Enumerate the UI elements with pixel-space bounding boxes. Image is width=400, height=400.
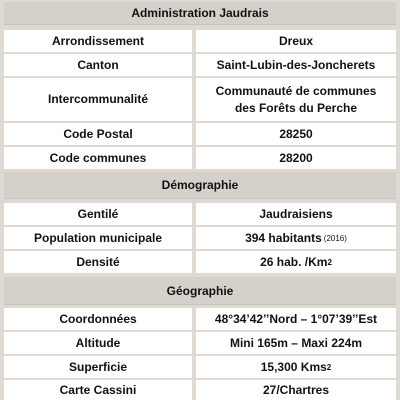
row-label: Intercommunalité xyxy=(4,78,192,121)
area-superscript: 2 xyxy=(326,362,332,372)
row-value: Communauté de communes des Forêts du Perche xyxy=(196,78,396,121)
table-row-code-postal xyxy=(4,123,396,145)
row-value: 28250 xyxy=(196,123,396,145)
section-header-administration xyxy=(4,2,396,25)
area-value: 15,300 Kms xyxy=(260,359,327,374)
table-row-population xyxy=(4,227,396,249)
row-label: Population municipale xyxy=(4,227,192,249)
row-value xyxy=(196,356,396,378)
row-value xyxy=(196,227,396,249)
density-value: 26 hab. /Km xyxy=(260,254,328,269)
row-label: Coordonnées xyxy=(4,308,192,330)
row-label: Superficie xyxy=(4,356,192,378)
section-title: Administration Jaudrais xyxy=(131,6,269,20)
table-row-densite xyxy=(4,251,396,273)
table-row-canton xyxy=(4,54,396,76)
section-header-demographie xyxy=(4,172,396,199)
row-label: Code communes xyxy=(4,147,192,169)
density-superscript: 2 xyxy=(327,257,332,267)
row-value: Saint-Lubin-des-Joncherets xyxy=(196,54,396,76)
row-label: Code Postal xyxy=(4,123,192,145)
row-value xyxy=(196,251,396,273)
section-header-geographie xyxy=(4,277,396,305)
row-label: Canton xyxy=(4,54,192,76)
section-title: Démographie xyxy=(161,178,239,192)
row-value: 48°34’42’’Nord – 1°07’39’’Est xyxy=(196,308,396,330)
row-label: Arrondissement xyxy=(4,30,192,52)
row-label: Carte Cassini xyxy=(4,380,192,400)
population-value: 394 habitants xyxy=(245,230,322,245)
row-value: Jaudraisiens xyxy=(196,203,396,225)
table-row-intercommunalite xyxy=(4,78,396,121)
row-value: 27/Chartres xyxy=(196,380,396,400)
table-row-coordonnees xyxy=(4,308,396,330)
table-row-superficie xyxy=(4,356,396,378)
table-row-carte-cassini xyxy=(4,380,396,400)
row-label: Altitude xyxy=(4,332,192,354)
row-value: 28200 xyxy=(196,147,396,169)
table-row-arrondissement xyxy=(4,30,396,52)
table-row-altitude xyxy=(4,332,396,354)
table-row-gentile xyxy=(4,203,396,225)
row-value: Mini 165m – Maxi 224m xyxy=(196,332,396,354)
row-label: Densité xyxy=(4,251,192,273)
row-value: Dreux xyxy=(196,30,396,52)
section-title: Géographie xyxy=(166,283,234,298)
population-year-note: (2016) xyxy=(323,233,347,243)
row-label: Gentilé xyxy=(4,203,192,225)
table-row-code-communes xyxy=(4,147,396,169)
